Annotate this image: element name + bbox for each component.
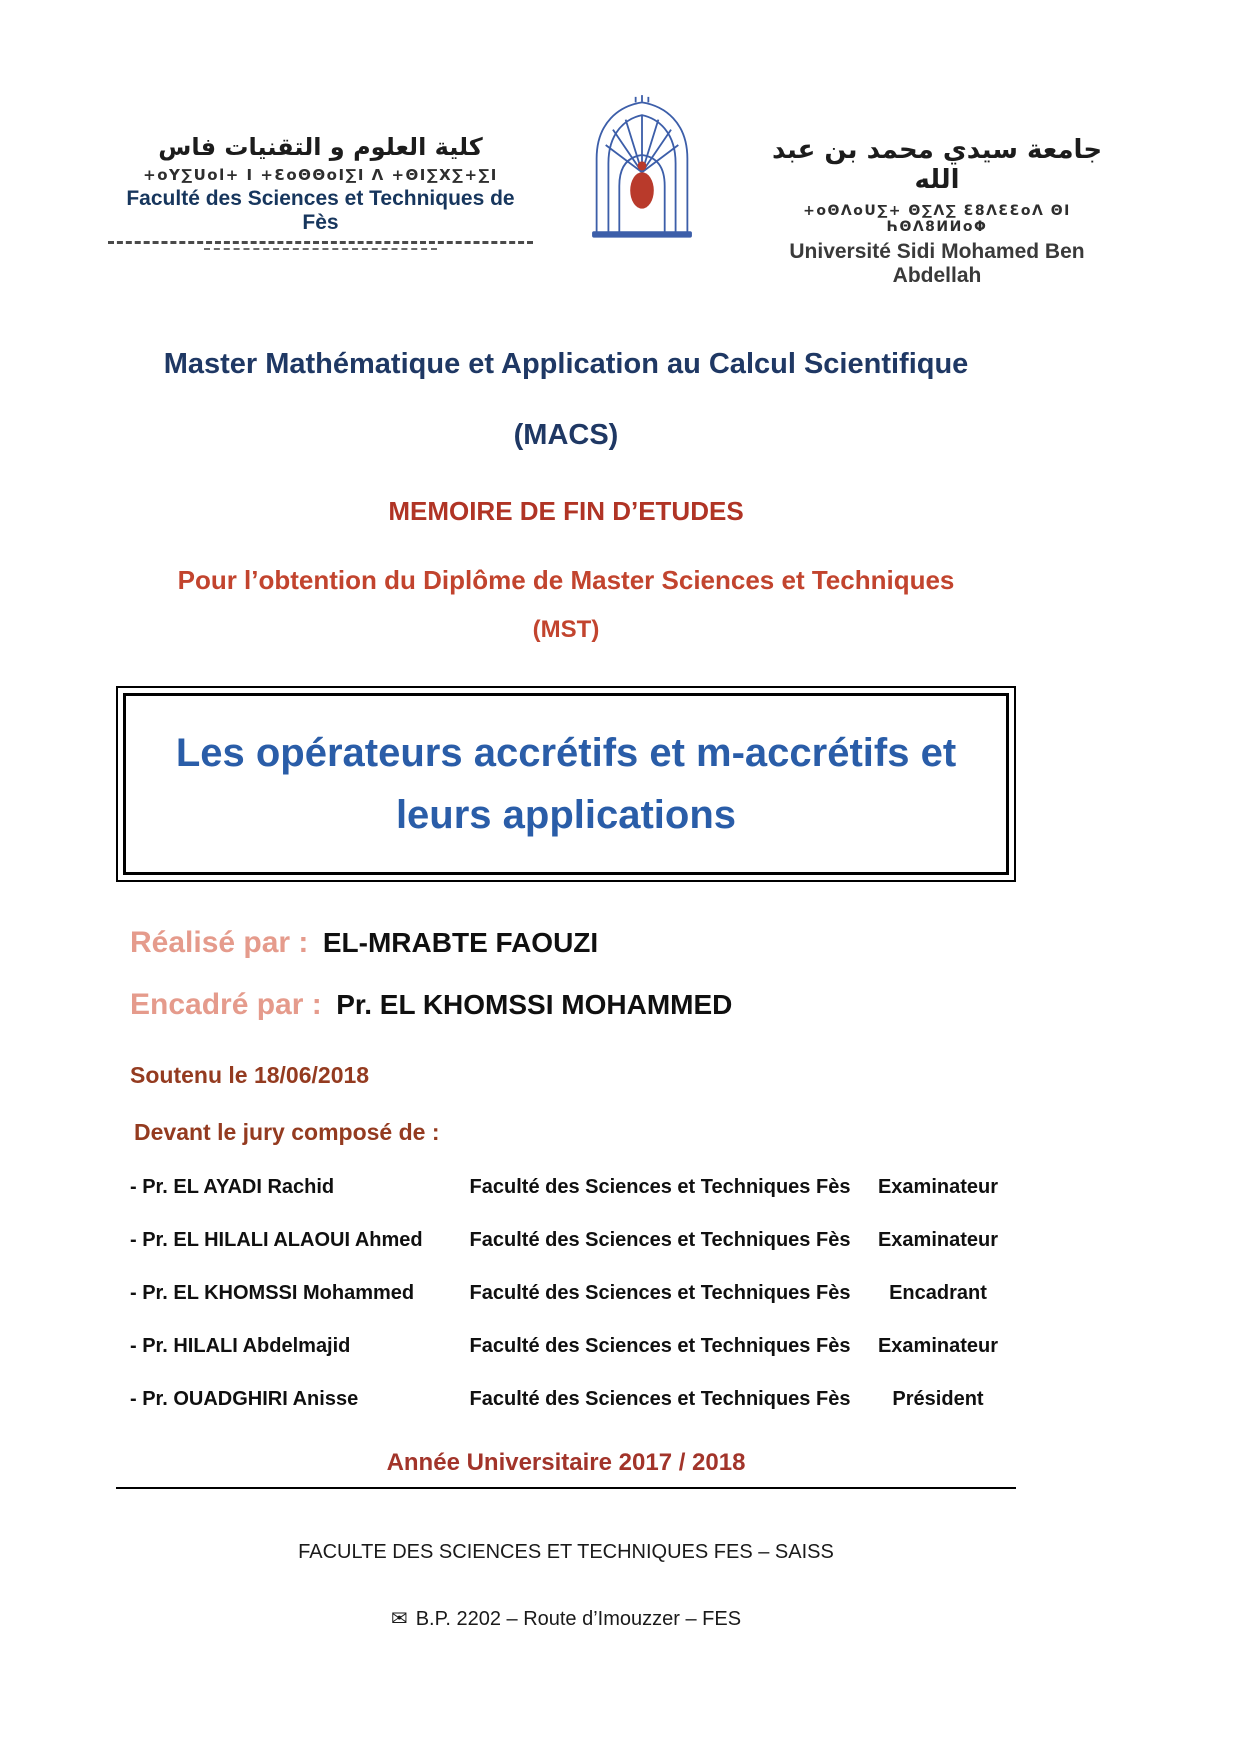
academic-year: Année Universitaire 2017 / 2018 (386, 1449, 746, 1476)
jury-member-role: Examinateur (877, 1229, 999, 1251)
jury-row (116, 1282, 1016, 1305)
jury-table (116, 1176, 1016, 1411)
encadre-par-label: Encadré par : (130, 988, 322, 1021)
supervisor-row (116, 988, 1016, 1022)
jury-member-affiliation: Faculté des Sciences et Techniques Fès (469, 1229, 851, 1251)
decorative-dash-line (108, 241, 533, 244)
footer-faculty-line: FACULTE DES SCIENCES ET TECHNIQUES FES – SAISS (298, 1541, 834, 1563)
jury-member-affiliation: Faculté des Sciences et Techniques Fès (469, 1176, 851, 1198)
jury-member-name: - Pr. HILALI Abdelmajid (130, 1335, 351, 1357)
university-block (751, 135, 1123, 288)
faculty-arabic-name: كلية العلوم و التقنيات فاس (158, 133, 483, 161)
university-emblem-icon (583, 95, 701, 245)
jury-member-role: Président (892, 1388, 984, 1410)
university-tifinagh-name: +oΘΛoU∑+ Θ∑Λ∑ Ɛ8ΛƐƐoΛ ΘI ҺΘΛ8ИИoΦ (803, 203, 1071, 235)
jury-member-role: Encadrant (889, 1282, 987, 1304)
jury-member-role: Examinateur (877, 1176, 999, 1198)
footer-address-text: B.P. 2202 – Route d’Imouzzer – FES (415, 1608, 742, 1630)
memoire-heading: MEMOIRE DE FIN D’ETUDES (388, 496, 744, 526)
footer-address-line (116, 1606, 1016, 1631)
author-row (116, 926, 1016, 960)
header (108, 95, 1123, 288)
thesis-title (123, 693, 1009, 875)
jury-member-name: - Pr. EL KHOMSSI Mohammed (130, 1282, 415, 1304)
jury-row (116, 1229, 1016, 1252)
university-logo (581, 95, 703, 250)
jury-member-affiliation: Faculté des Sciences et Techniques Fès (469, 1282, 851, 1304)
jury-member-name: - Pr. OUADGHIRI Anisse (130, 1388, 359, 1410)
author-name: EL-MRABTE FAOUZI (322, 927, 599, 958)
divider-line (116, 1487, 1016, 1489)
faculty-tifinagh-name: +oY∑Uol+ I +ƐoΘΘoI∑I Λ +ΘI∑X∑+∑I (143, 166, 498, 184)
university-arabic-name: جامعة سيدي محمد بن عبد الله (771, 135, 1103, 195)
defense-date: Soutenu le 18/06/2018 (130, 1062, 370, 1088)
main-content (116, 348, 1016, 1631)
faculty-block (108, 133, 533, 250)
diplome-acronym: (MST) (532, 616, 600, 643)
jury-row (116, 1335, 1016, 1358)
jury-member-name: - Pr. EL AYADI Rachid (130, 1176, 335, 1198)
supervisor-name: Pr. EL KHOMSSI MOHAMMED (336, 989, 733, 1020)
envelope-icon: ✉ (390, 1606, 408, 1630)
realise-par-label: Réalisé par : (130, 926, 309, 959)
jury-member-role: Examinateur (877, 1335, 999, 1357)
decorative-dash-line-short (204, 248, 438, 250)
diplome-line: Pour l’obtention du Diplôme de Master Sciences et Techniques (177, 565, 955, 595)
university-french-name: Université Sidi Mohamed Ben Abdellah (789, 240, 1085, 287)
jury-row (116, 1176, 1016, 1199)
jury-heading: Devant le jury composé de : (134, 1119, 440, 1145)
thesis-title-line1: Les opérateurs accrétifs et m-accrétifs et (175, 731, 957, 775)
jury-member-affiliation: Faculté des Sciences et Techniques Fès (469, 1335, 851, 1357)
thesis-title-line2: leurs applications (395, 793, 737, 837)
thesis-title-box (116, 686, 1016, 882)
jury-row (116, 1388, 1016, 1411)
master-program-acronym: (MACS) (513, 419, 619, 451)
faculty-french-name: Faculté des Sciences et Techniques de Fès (126, 187, 515, 234)
master-program-title: Master Mathématique et Application au Calcul Scientifique (163, 348, 969, 380)
jury-member-name: - Pr. EL HILALI ALAOUI Ahmed (130, 1229, 423, 1251)
jury-member-affiliation: Faculté des Sciences et Techniques Fès (469, 1388, 851, 1410)
